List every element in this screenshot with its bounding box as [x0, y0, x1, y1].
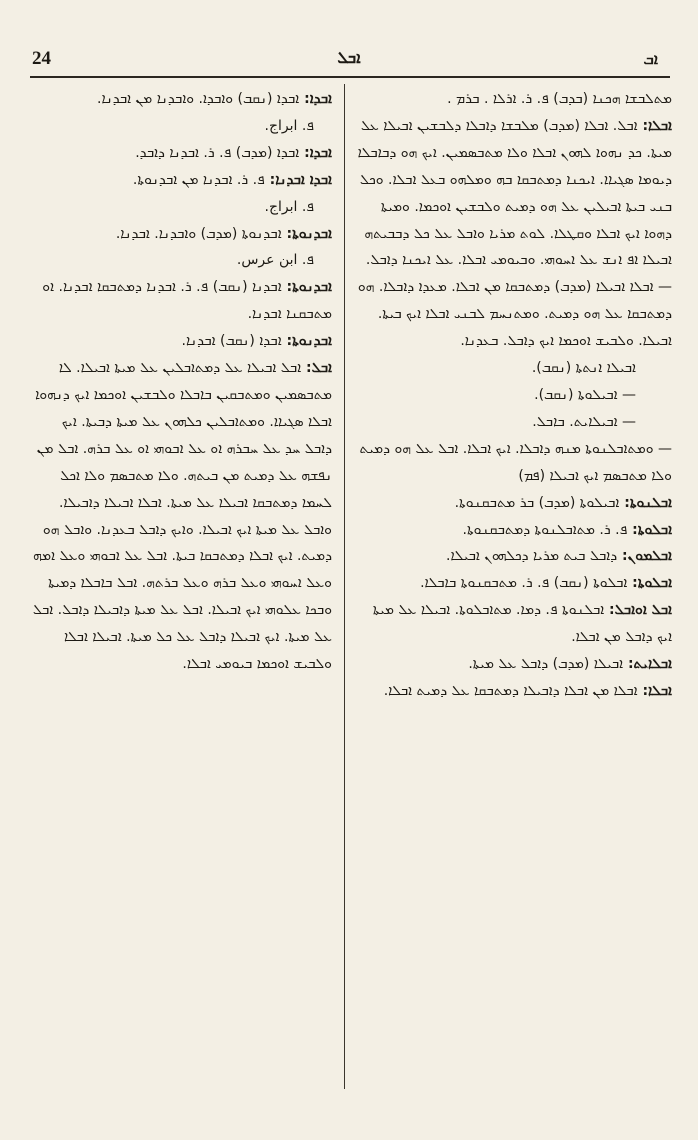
entry-headword: ܐܒܕܢܘܬܐ: — [281, 279, 332, 296]
dictionary-entry — [356, 274, 672, 355]
running-head-center: ܐܒܠ — [337, 48, 361, 67]
dictionary-entry — [32, 274, 332, 328]
dictionary-entry — [32, 328, 332, 355]
entry-headword: ܐܒܕܐ: — [299, 91, 332, 107]
dictionary-entry — [32, 355, 332, 678]
dictionary-entry — [32, 221, 332, 248]
entry-text: ܐܒܝܠܘܬܐ (ܡܕܒ) ܒܪ ܡܬܒܩܢܘܬܐ. — [454, 494, 620, 511]
entry-headword: ܐܒܠܢܘܬܐ: — [619, 494, 672, 511]
dictionary-entry — [356, 436, 672, 490]
column-divider — [344, 84, 345, 1089]
entry-text: ܐܒܠܘܬܐ (ܢܩܒ) ܦ. ܪ. ܡܬܒܩܢܘܬܐ ܒܐܒܠܐ. — [420, 575, 628, 592]
dictionary-entry — [356, 382, 672, 409]
dictionary-entry — [356, 678, 672, 705]
dictionary-entry — [356, 543, 672, 570]
entry-headword: ܐܒܕܢܘܬܐ: — [281, 333, 332, 350]
dictionary-entry — [32, 194, 332, 221]
entry-headword: ܐܒܠ: — [301, 360, 332, 377]
entry-text: ܐܒܠ. ܐܒܠܐ (ܡܕܒ) ܡܠܒܫܐ ܕܐܒܠܐ ܕܠܒܫܝܢ ܐܒܝܠܐ ܥܠ ܡܝܬܐ. ܟܕ ܢܗܘܐ ܠܗܘܢ ܐܒܠܐ ܘܠܐ ܡܬܒܣܡܝܢ. ܐܝܟ ܗܘ ܕܒܐܒܠܐ ܕܝܘܡܐ ܣܓܝܐܐ. ܐܝܟܢܐ ܕܡܬܒܩܐ ܒܗ ܘܡܠܗܘ ܒܥܠ ܐܒܠܐ. ܘܟܠ ܒܢܝ ܒܝܬܐ ܐܒܝܠܝܢ ܥܠ ܗܘ ܕܡܝܬ ܘܠܒܫܝܢ ܐܘܟܡܐ. ܘܡܝܬܐ ܕܗܘܐ ܐܝܟ ܐܒܠܐ ܘܩܛܠܐ. ܠܘܬ ܡܪܝܐ ܘܐܒܠ ܥܠ ܟܠ ܕܒܒܝܬܗ ܐܒܝܠܐ ܐܦ ܐܢܫ ܥܠ ܐܚܘܗܝ. ܘܒܝܘܡܝ ܐܒܠܐ. ܥܠ ܐܝܟܢܐ ܕܐܒܠ. — [357, 117, 672, 269]
dictionary-entry — [32, 247, 332, 274]
entry-headword: ܐܒܠܘܬܐ: — [627, 575, 672, 592]
entry-text: ܦ. ܪ. ܡܬܐܒܠܢܘܬܐ ܕܡܬܒܩܢܘܬܐ. — [462, 521, 628, 538]
entry-headword: ܐܒܠ ܐܘܐܒܠ: — [604, 602, 672, 619]
entry-text: ܐܒܕܐ (ܢܩܒ) ܘܐܒܕܐ. ܘܐܒܕܢܐ ܡܢ ܐܒܕܢܐ. — [97, 91, 300, 107]
header-rule — [30, 76, 670, 78]
entry-headword: ܐܒܠܘܬܐ: — [627, 521, 672, 538]
dictionary-entry — [356, 517, 672, 544]
entry-text: ܐܒܠܢܘܬܐ ܦ. ܕܡܐ. ܡܬܐܒܠܘܬܐ. ܐܒܝܠܐ ܥܠ ܡܝܬܐ ܐܝܟ ܕܐܒܠ ܡܢ ܐܒܠܐ. — [372, 602, 672, 646]
entry-text: ܐܒܠ ܐܒܝܠܐ ܥܠ ܕܡܬܐܒܠܝܢ ܥܠ ܡܝܬܐ ܐܒܝܠܐ. ܠܐ ܡܬܒܣܡܝܢ ܘܡܬܒܩܝܢ ܒܐܒܠܐ ܘܠܒܫܝܢ ܐܘܟܡܐ ܐܝܟ ܕܢܗܘܐ ܐܒܠܐ ܣܓܝܐܐ. ܘܡܬܐܒܠܝܢ ܟܠܗܘܢ ܥܠ ܡܝܬܐ ܕܒܝܬܐ. ܐܝܟ ܕܐܒܠ ܚܕ ܥܠ ܚܒܪܗ ܐܘ ܥܠ ܐܒܘܗܝ ܐܘ ܥܠ ܒܪܗ. ܐܒܠ ܡܢ ܢܦܫܗ ܥܠ ܕܡܝܬ ܡܢ ܒܝܬܗ. ܘܠܐ ܡܬܒܣܡ ܘܠܐ ܐܟܠ ܠܚܡܐ ܕܡܬܒܩܐ ܐܒܝܠܐ ܥܠ ܡܝܬܐ. ܐܒܠܐ ܐܒܝܠܐ ܕܐܒܝܠܐ. ܘܐܒܠ ܥܠ ܡܝܬܐ ܐܝܟ ܐܒܝܠܐ. ܘܐܝܟ ܕܐܒܠ ܒܥܕܢܐ. ܘܐܒܠ ܗܘ ܕܡܝܬ. ܐܝܟ ܐܒܠܐ ܕܡܬܒܩܐ ܒܝܬܐ. ܐܒܠ ܥܠ ܐܒܘܗܝ ܘܥܠ ܐܡܗ ܘܥܠ ܐܚܘܗܝ ܘܥܠ ܒܪܗ ܘܥܠ ܒܪܬܗ. ܐܒܠ ܒܐܒܠܐ ܕܡܝܬܐ ܘܒܟܐ ܥܠܘܗܝ ܐܝܟ ܐܒܝܠܐ. ܐܒܠ ܥܠ ܡܝܬܐ ܕܐܒܝܠܐ ܕܐܒܠ. ܐܒܠ ܥܠ ܡܝܬܐ. ܐܝܟ ܐܒܝܠܐ ܕܐܒܠ ܥܠ ܟܠ ܡܝܬܐ. ܐܒܝܠܐ ܐܒܠܐ ܘܠܒܝܫ ܐܘܟܡܐ ܒܝܘܡܝ ܐܒܠܐ. — [32, 360, 332, 673]
entry-text: ܐܒܕܐ (ܡܕܒ) ܦ. ܪ. ܐܒܕܢܐ ܕܐܒܕ. — [135, 144, 300, 161]
entry-headword: ܐܒܕܢܘܬܐ: — [281, 225, 332, 242]
dictionary-entry — [32, 140, 332, 167]
entry-text: ܦ. ابراج. — [264, 198, 314, 215]
entry-text: ܦ. ܪ. ܐܒܕܢܐ ܡܢ ܐܒܕܢܘܬܐ. — [132, 171, 265, 188]
entry-text: ܦ. ابراج. — [264, 117, 314, 134]
dictionary-entry — [356, 570, 672, 597]
dictionary-entry — [32, 167, 332, 194]
entry-text: ܕܐܒܠ ܒܝܬ ܡܪܝܐ ܕܟܠܗܘܢ ܐܒܝܠܐ. — [446, 548, 618, 565]
entry-headword: ܐܒܕܐ: — [299, 144, 332, 161]
entry-headword: ܐܒܠܐ: — [637, 117, 672, 134]
dictionary-entry — [32, 113, 332, 140]
entry-text: — ܘܡܬܐܒܠܢܘܬܐ ܡܢܗ ܕܐܒܠܐ. ܐܝܟ ܐܒܠܐ. ܐܒܠ ܥܠ ܗܘ ܕܡܝܬ ܘܠܐ ܡܬܒܣܡ ܐܝܟ ܐܒܝܠܐ (ܦܡ) — [359, 440, 672, 484]
entry-text: ܐܒܕܐ (ܢܩܒ) ܐܒܕܢܐ. — [181, 333, 282, 350]
page-number: 24 — [32, 48, 51, 69]
entry-text: ܡܬܠܒܫܐ ܗܟܢܐ (ܒܕܒ) ܦ. ܪ. ܐܪܠܐ . ܒܪܡ . — [447, 91, 672, 107]
entry-headword: ܐܒܠܐܝܬ: — [623, 656, 672, 673]
entry-text: ܐܒܕܢܘܬܐ (ܡܕܒ) ܘܐܒܕܢܐ. ܐܒܕܢܐ. — [115, 225, 282, 242]
dictionary-entry — [356, 597, 672, 651]
entry-text: ܐܒܝܠܐ (ܡܕܒ) ܕܐܒܠ ܥܠ ܡܝܬܐ. — [468, 656, 624, 673]
dictionary-entry — [356, 355, 672, 382]
dictionary-entry — [356, 651, 672, 678]
dictionary-entry — [356, 409, 672, 436]
entry-text: — ܐܒܝܠܐܝܬ. ܒܐܒܠ. — [532, 413, 636, 430]
dictionary-entry — [32, 86, 332, 113]
entry-headword: ܐܒܕܐ ܐܒܕܢܐ: — [264, 171, 332, 188]
entry-text: ܐܒܕܢܐ (ܢܩܒ) ܦ. ܪ. ܐܒܕܢܐ ܕܡܬܒܩܐ ܐܒܕܢܐ. ܐܘ ܡܬܒܩܢܐ ܐܒܕܢܐ. — [42, 279, 332, 323]
entry-text: ܦ. ابن عرس. — [236, 252, 314, 269]
entry-text: — ܐܒܝܠܘܬܐ (ܢܩܒ). — [534, 386, 636, 403]
entry-headword: ܐܒܠܐ: — [637, 682, 672, 699]
dictionary-entry — [356, 113, 672, 274]
entry-text: — ܐܒܠܐ ܐܒܝܠܐ (ܡܕܒ) ܕܡܬܒܩܐ ܡܢ ܐܒܠܐ. ܡܥܕܐ ܕܐܒܠܐ. ܗܘ ܕܡܬܒܩܐ ܥܠ ܗܘ ܕܡܝܬ. ܘܡܬܢܚܡ ܠܒܢܝ ܐܒܠܐ ܐܝܟ ܒܝܬܐ. ܐܒܝܠܐ. ܘܠܒܝܫ ܐܘܟܡܐ ܐܝܟ ܕܐܒܠ. ܒܥܕܢܐ. — [357, 279, 672, 350]
right-column — [356, 86, 672, 705]
left-column — [32, 86, 332, 678]
running-head-right: ܐܒ — [643, 50, 658, 68]
entry-text: ܐܒܝܠܐ ܐܢܬܬܐ (ܢܩܒ). — [531, 360, 636, 377]
dictionary-entry — [356, 490, 672, 517]
dictionary-entry — [356, 86, 672, 113]
entry-text: ܐܒܠܐ ܡܢ ܐܒܠܐ ܕܐܒܝܠܐ ܕܡܬܒܩܐ ܥܠ ܕܡܝܬ ܐܒܠܐ. — [383, 682, 638, 699]
entry-headword: ܐܒܠܡܘܢ: — [617, 548, 672, 565]
page-header — [0, 48, 698, 78]
